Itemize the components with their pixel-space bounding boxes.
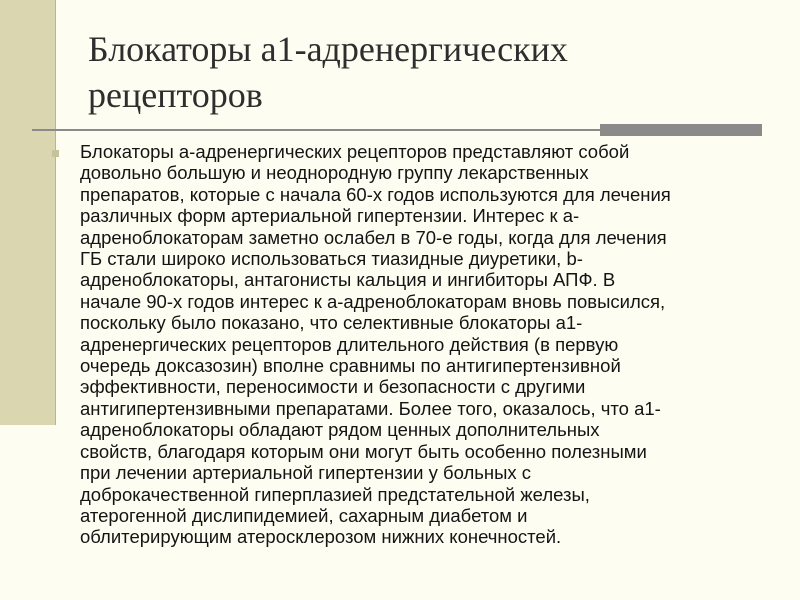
slide-body-paragraph: Блокаторы a-адренергических рецепторов представляют собой довольно большую и неоднородную группу лекарственных препаратов, которые с начала 60-х годов используются для лечения различных форм артериальной гипертензии. Интерес к a- адреноблокаторам заметно ослабел в 70-е годы, когда для лечения ГБ стали широко использоваться тиазидные диуретики, b- адреноблокаторы, антагонисты кальция и ингибиторы АПФ. В начале 90-х годов интерес к a-адреноблокаторам вновь повысился, поскольку было показано, что селективные блокаторы a1- адренергических рецепторов длительного действия (в первую очередь доксазозин) вполне сравнимы по антигипертензивной эффективности, переносимости и безопасности с другими антигипертензивными препаратами. Более того, оказалось, что a1- адреноблокаторы обладают рядом ценных дополнительных свойств, благодаря которым они могут быть особенно полезными при лечении артериальной гипертензии у больных с доброкачественной гиперплазией предстательной железы, атерогенной дислипидемией, сахарным диабетом и облитерирующим атеросклерозом нижних конечностей. (80, 141, 671, 548)
decorative-side-bar (0, 0, 56, 425)
title-divider-line (32, 129, 600, 131)
title-divider-block (600, 124, 762, 136)
square-bullet-icon (52, 150, 59, 157)
slide-title: Блокаторы a1-адренергических рецепторов (88, 29, 568, 115)
